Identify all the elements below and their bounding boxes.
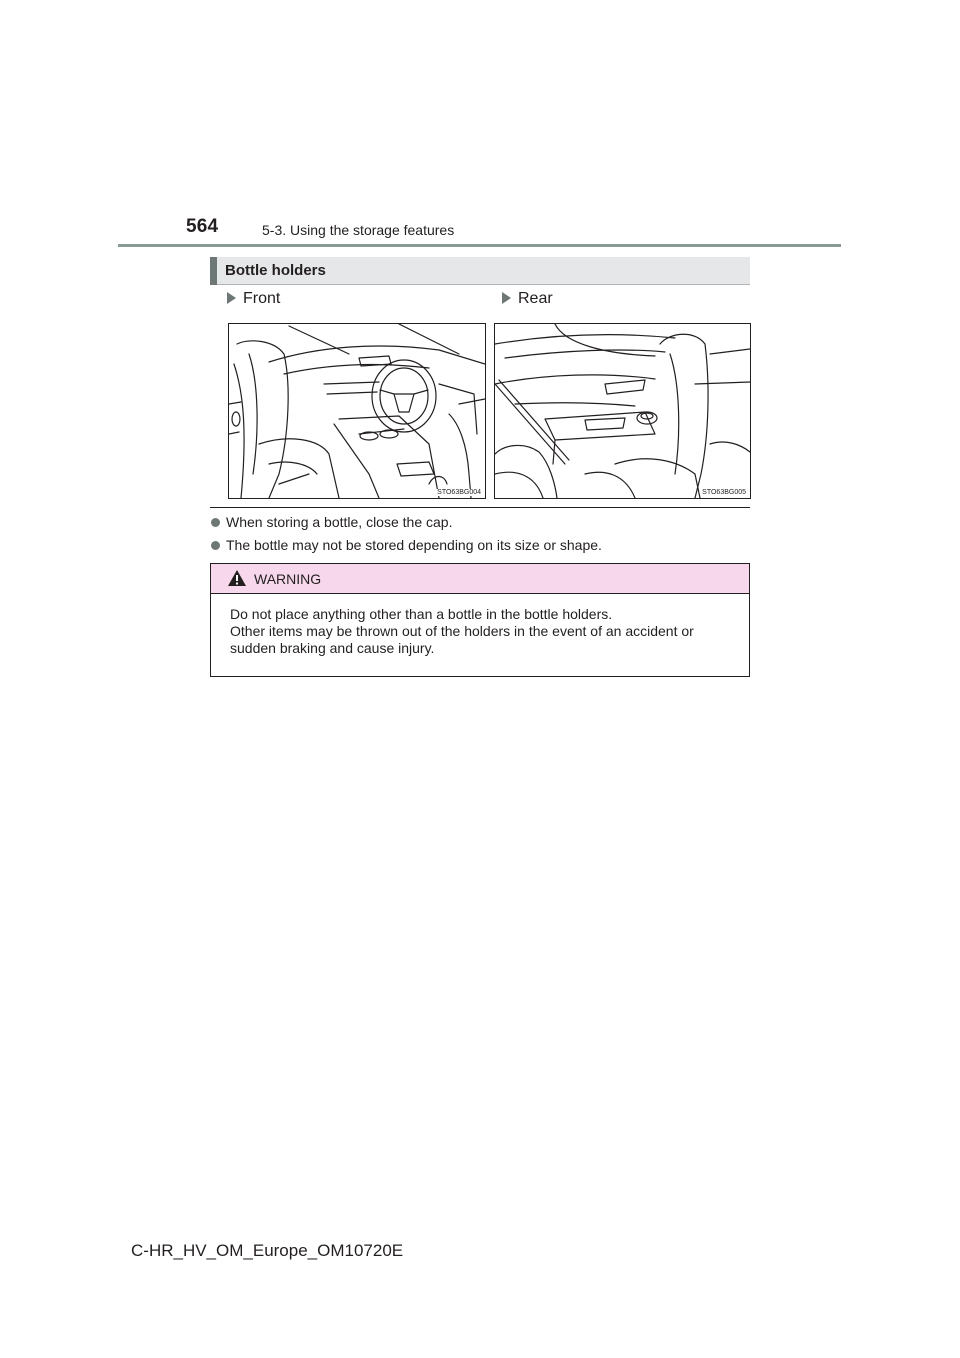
warning-box — [210, 563, 750, 677]
bullet-text: The bottle may not be stored depending on its size or shape. — [226, 537, 602, 553]
bullet-dot-icon — [211, 518, 220, 527]
rear-label — [502, 290, 553, 308]
rear-label-text: Rear — [518, 290, 553, 307]
section-header: 5-3. Using the storage features — [262, 222, 455, 238]
warning-line-1: Do not place anything other than a bottle in the bottle holders. — [230, 606, 613, 622]
front-label — [227, 290, 280, 308]
figure-code-front: STO63BG004 — [437, 489, 481, 496]
bullet-text: When storing a bottle, close the cap. — [226, 514, 453, 530]
rear-bottle-holder-illustration — [494, 323, 751, 499]
warning-header — [211, 564, 749, 594]
warning-body — [230, 606, 742, 657]
page-number: 564 — [186, 216, 219, 237]
triangle-bullet-icon — [502, 292, 511, 304]
heading-accent — [210, 257, 217, 285]
footer-doc-id: C-HR_HV_OM_Europe_OM10720E — [131, 1241, 404, 1260]
warning-line-2: Other items may be thrown out of the holders in the event of an accident or — [230, 623, 694, 639]
warning-line-3: sudden braking and cause injury. — [230, 640, 435, 656]
warning-triangle-icon — [227, 569, 247, 587]
figure-code-rear: STO63BG005 — [702, 489, 746, 496]
triangle-bullet-icon — [227, 292, 236, 304]
front-bottle-holder-illustration — [228, 323, 486, 499]
bullet-dot-icon — [211, 541, 220, 550]
section-heading: Bottle holders — [225, 262, 326, 279]
warning-title: WARNING — [254, 571, 322, 587]
bullet-item — [211, 537, 602, 553]
front-label-text: Front — [243, 290, 281, 307]
section-rule — [210, 507, 750, 508]
section-heading-bar — [210, 257, 750, 285]
bullet-item — [211, 514, 452, 530]
header-rule — [118, 244, 841, 247]
